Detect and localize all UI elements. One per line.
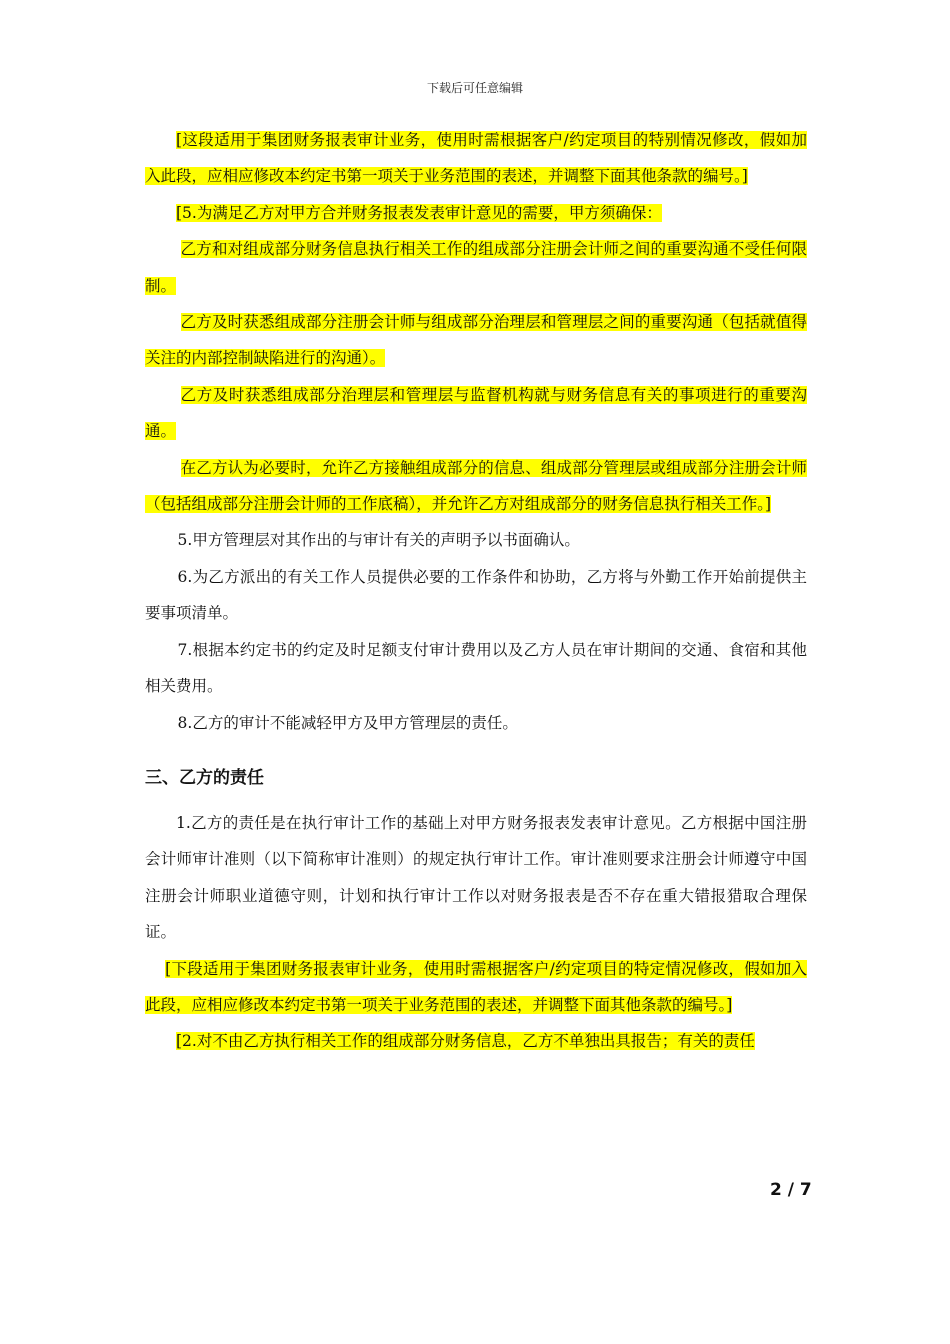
paragraph-clause-7: 7.根据本约定书的约定及时足额支付审计费用以及乙方人员在审计期间的交通、食宿和其他相关费用。 xyxy=(145,640,807,696)
paragraph-clause-5-group: [5.为满足乙方对甲方合并财务报表发表审计意见的需要，甲方须确保： xyxy=(176,203,662,222)
paragraph-clause-8: 8.乙方的审计不能减轻甲方及甲方管理层的责任。 xyxy=(177,713,518,732)
paragraph-clause-6: 6.为乙方派出的有关工作人员提供必要的工作条件和协助，乙方将与外勤工作开始前提供主要事项清单。 xyxy=(145,567,807,623)
paragraph-clause-5: 5.甲方管理层对其作出的与审计有关的声明予以书面确认。 xyxy=(177,531,580,550)
paragraph-clause-2-group: [2.对不由乙方执行相关工作的组成部分财务信息，乙方不单独出具报告；有关的责任 xyxy=(176,1032,755,1051)
paragraph-responsibility-1: 1.乙方的责任是在执行审计工作的基础上对甲方财务报表发表审计意见。乙方根据中国注册会计师审计准则（以下简称审计准则）的规定执行审计工作。审计准则要求注册会计师遵守中国注册会计师职业道德守则，计划和执行审计工作以对财务报表是否不存在重大错报猎取合理保证。 xyxy=(145,813,807,942)
page-number: 2 / 7 xyxy=(770,1180,812,1200)
paragraph-note-group-audit: [这段适用于集团财务报表审计业务，使用时需根据客户/约定项目的特别情况修改，假如加入此段，应相应修改本约定书第一项关于业务范围的表述，并调整下面其他条款的编号。] xyxy=(145,131,807,186)
section-heading: 三、乙方的责任 xyxy=(145,767,264,788)
paragraph-access-component-info: 在乙方认为必要时，允许乙方接触组成部分的信息、组成部分管理层或组成部分注册会计师（包括组成部分注册会计师的工作底稿），并允许乙方对组成部分的财务信息执行相关工作。] xyxy=(145,458,807,514)
paragraph-communication-unrestricted: 乙方和对组成部分财务信息执行相关工作的组成部分注册会计师之间的重要沟通不受任何限制。 xyxy=(145,240,807,295)
page-header: 下载后可任意编辑 xyxy=(426,81,523,95)
document-body xyxy=(145,122,807,1060)
paragraph-note-group-audit-2: [下段适用于集团财务报表审计业务，使用时需根据客户/约定项目的特定情况修改，假如加入此段，应相应修改本约定书第一项关于业务范围的表述，并调整下面其他条款的编号。] xyxy=(145,959,807,1014)
paragraph-communication-governance: 乙方及时获悉组成部分注册会计师与组成部分治理层和管理层之间的重要沟通（包括就值得关注的内部控制缺陷进行的沟通）。 xyxy=(145,313,807,368)
paragraph-communication-regulators: 乙方及时获悉组成部分治理层和管理层与监督机构就与财务信息有关的事项进行的重要沟通。 xyxy=(145,385,807,441)
